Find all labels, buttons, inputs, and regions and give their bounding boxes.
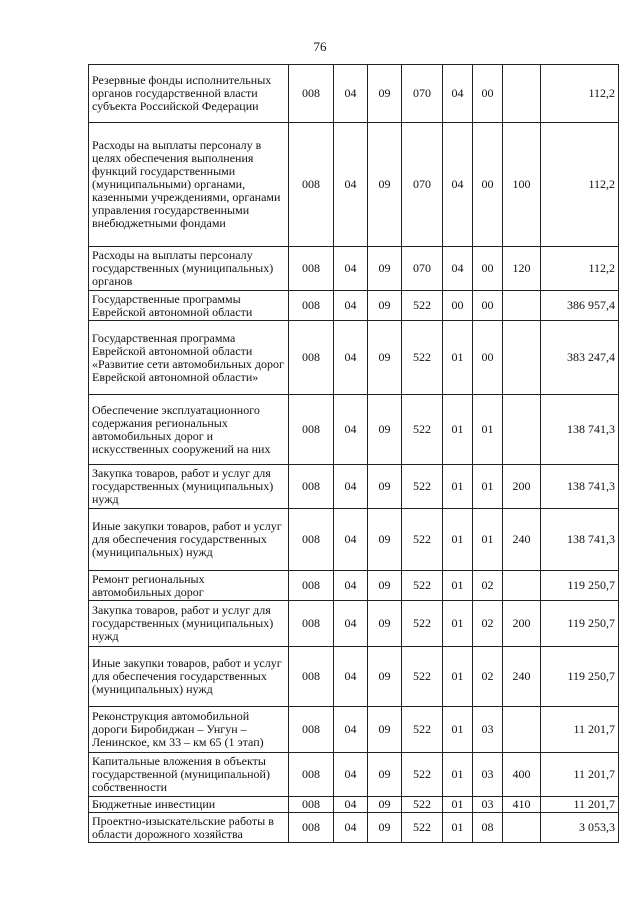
- target-article-code-3: 01: [473, 395, 503, 465]
- table-row: [89, 797, 619, 813]
- expense-type-code: [503, 571, 541, 601]
- target-article-code-2: 01: [443, 571, 473, 601]
- row-name: Закупка товаров, работ и услуг для государственных (муниципальных) нужд: [89, 601, 289, 647]
- subsection-code: 09: [368, 291, 402, 321]
- target-article-code-2: 01: [443, 647, 473, 707]
- table-row: [89, 321, 619, 395]
- row-name: Бюджетные инвестиции: [89, 797, 289, 813]
- target-article-code-2: 04: [443, 247, 473, 291]
- target-article-code-3: 01: [473, 509, 503, 571]
- target-article-code-1: 522: [402, 395, 443, 465]
- section-code: 04: [334, 65, 368, 123]
- subsection-code: 09: [368, 395, 402, 465]
- target-article-code-3: 02: [473, 647, 503, 707]
- subsection-code: 09: [368, 753, 402, 797]
- amount: 138 741,3: [541, 509, 619, 571]
- expense-type-code: 200: [503, 601, 541, 647]
- table-row: [89, 813, 619, 843]
- expense-type-code: 410: [503, 797, 541, 813]
- amount: 119 250,7: [541, 647, 619, 707]
- target-article-code-1: 522: [402, 465, 443, 509]
- subsection-code: 09: [368, 123, 402, 247]
- ministry-code: 008: [289, 571, 334, 601]
- target-article-code-3: 00: [473, 247, 503, 291]
- amount: 112,2: [541, 123, 619, 247]
- target-article-code-3: 03: [473, 753, 503, 797]
- subsection-code: 09: [368, 797, 402, 813]
- ministry-code: 008: [289, 647, 334, 707]
- target-article-code-2: 01: [443, 601, 473, 647]
- budget-table: [88, 64, 619, 843]
- target-article-code-2: 01: [443, 753, 473, 797]
- amount: 119 250,7: [541, 601, 619, 647]
- amount: 138 741,3: [541, 395, 619, 465]
- section-code: 04: [334, 123, 368, 247]
- target-article-code-1: 522: [402, 797, 443, 813]
- section-code: 04: [334, 321, 368, 395]
- subsection-code: 09: [368, 321, 402, 395]
- target-article-code-2: 01: [443, 509, 473, 571]
- target-article-code-1: 522: [402, 321, 443, 395]
- target-article-code-3: 02: [473, 571, 503, 601]
- subsection-code: 09: [368, 65, 402, 123]
- ministry-code: 008: [289, 797, 334, 813]
- row-name: Ремонт региональных автомобильных дорог: [89, 571, 289, 601]
- subsection-code: 09: [368, 647, 402, 707]
- target-article-code-3: 00: [473, 65, 503, 123]
- ministry-code: 008: [289, 395, 334, 465]
- subsection-code: 09: [368, 465, 402, 509]
- table-row: [89, 707, 619, 753]
- row-name: Государственная программа Еврейской автономной области «Развитие сети автомобильных дорог Еврейской автономной области»: [89, 321, 289, 395]
- expense-type-code: 100: [503, 123, 541, 247]
- section-code: 04: [334, 707, 368, 753]
- row-name: Резервные фонды исполнительных органов государственной власти субъекта Российской Федерации: [89, 65, 289, 123]
- row-name: Иные закупки товаров, работ и услуг для обеспечения государственных (муниципальных) нужд: [89, 647, 289, 707]
- subsection-code: 09: [368, 571, 402, 601]
- ministry-code: 008: [289, 291, 334, 321]
- target-article-code-1: 522: [402, 707, 443, 753]
- target-article-code-2: 04: [443, 65, 473, 123]
- target-article-code-2: 01: [443, 321, 473, 395]
- section-code: 04: [334, 797, 368, 813]
- subsection-code: 09: [368, 707, 402, 753]
- target-article-code-1: 522: [402, 647, 443, 707]
- amount: 3 053,3: [541, 813, 619, 843]
- target-article-code-3: 03: [473, 797, 503, 813]
- section-code: 04: [334, 601, 368, 647]
- table-row: [89, 291, 619, 321]
- ministry-code: 008: [289, 321, 334, 395]
- expense-type-code: 400: [503, 753, 541, 797]
- row-name: Закупка товаров, работ и услуг для государственных (муниципальных) нужд: [89, 465, 289, 509]
- expense-type-code: 120: [503, 247, 541, 291]
- section-code: 04: [334, 395, 368, 465]
- target-article-code-2: 01: [443, 813, 473, 843]
- expense-type-code: 200: [503, 465, 541, 509]
- expense-type-code: 240: [503, 647, 541, 707]
- row-name: Капитальные вложения в объекты государственной (муниципальной) собственности: [89, 753, 289, 797]
- subsection-code: 09: [368, 509, 402, 571]
- target-article-code-2: 04: [443, 123, 473, 247]
- table-row: [89, 65, 619, 123]
- table-row: [89, 571, 619, 601]
- target-article-code-2: 00: [443, 291, 473, 321]
- table-body: [89, 65, 619, 843]
- amount: 11 201,7: [541, 707, 619, 753]
- row-name: Обеспечение эксплуатационного содержания региональных автомобильных дорог и искусственных сооружений на них: [89, 395, 289, 465]
- target-article-code-1: 070: [402, 123, 443, 247]
- target-article-code-3: 01: [473, 465, 503, 509]
- target-article-code-3: 08: [473, 813, 503, 843]
- subsection-code: 09: [368, 601, 402, 647]
- target-article-code-3: 00: [473, 123, 503, 247]
- section-code: 04: [334, 571, 368, 601]
- target-article-code-1: 522: [402, 601, 443, 647]
- table-row: [89, 601, 619, 647]
- target-article-code-2: 01: [443, 465, 473, 509]
- table-row: [89, 395, 619, 465]
- target-article-code-2: 01: [443, 395, 473, 465]
- amount: 11 201,7: [541, 753, 619, 797]
- target-article-code-3: 00: [473, 291, 503, 321]
- table-row: [89, 123, 619, 247]
- section-code: 04: [334, 753, 368, 797]
- page-number: 76: [313, 39, 327, 54]
- target-article-code-3: 00: [473, 321, 503, 395]
- target-article-code-1: 522: [402, 509, 443, 571]
- row-name: Реконструкция автомобильной дороги Биробиджан – Унгун – Ленинское, км 33 – км 65 (1 этап): [89, 707, 289, 753]
- amount: 119 250,7: [541, 571, 619, 601]
- amount: 11 201,7: [541, 797, 619, 813]
- ministry-code: 008: [289, 601, 334, 647]
- section-code: 04: [334, 291, 368, 321]
- row-name: Проектно-изыскательские работы в области дорожного хозяйства: [89, 813, 289, 843]
- ministry-code: 008: [289, 509, 334, 571]
- expense-type-code: [503, 395, 541, 465]
- target-article-code-2: 01: [443, 707, 473, 753]
- section-code: 04: [334, 813, 368, 843]
- target-article-code-1: 070: [402, 247, 443, 291]
- section-code: 04: [334, 247, 368, 291]
- expense-type-code: [503, 291, 541, 321]
- row-name: Расходы на выплаты персоналу государственных (муниципальных) органов: [89, 247, 289, 291]
- subsection-code: 09: [368, 247, 402, 291]
- ministry-code: 008: [289, 465, 334, 509]
- target-article-code-1: 522: [402, 753, 443, 797]
- ministry-code: 008: [289, 247, 334, 291]
- expense-type-code: [503, 321, 541, 395]
- ministry-code: 008: [289, 753, 334, 797]
- table-row: [89, 465, 619, 509]
- section-code: 04: [334, 509, 368, 571]
- amount: 386 957,4: [541, 291, 619, 321]
- target-article-code-1: 070: [402, 65, 443, 123]
- table-row: [89, 247, 619, 291]
- table-row: [89, 647, 619, 707]
- ministry-code: 008: [289, 813, 334, 843]
- ministry-code: 008: [289, 123, 334, 247]
- target-article-code-1: 522: [402, 571, 443, 601]
- expense-type-code: [503, 813, 541, 843]
- ministry-code: 008: [289, 707, 334, 753]
- section-code: 04: [334, 465, 368, 509]
- target-article-code-3: 02: [473, 601, 503, 647]
- subsection-code: 09: [368, 813, 402, 843]
- amount: 138 741,3: [541, 465, 619, 509]
- target-article-code-1: 522: [402, 813, 443, 843]
- expense-type-code: [503, 65, 541, 123]
- ministry-code: 008: [289, 65, 334, 123]
- section-code: 04: [334, 647, 368, 707]
- row-name: Расходы на выплаты персоналу в целях обеспечения выполнения функций государственными (муниципальными) органами, казенными учреждениями, органами управления государственными внебюджетными фондами: [89, 123, 289, 247]
- row-name: Государственные программы Еврейской автономной области: [89, 291, 289, 321]
- expense-type-code: 240: [503, 509, 541, 571]
- table-row: [89, 509, 619, 571]
- expense-type-code: [503, 707, 541, 753]
- amount: 112,2: [541, 65, 619, 123]
- amount: 383 247,4: [541, 321, 619, 395]
- target-article-code-3: 03: [473, 707, 503, 753]
- amount: 112,2: [541, 247, 619, 291]
- row-name: Иные закупки товаров, работ и услуг для обеспечения государственных (муниципальных) нужд: [89, 509, 289, 571]
- target-article-code-2: 01: [443, 797, 473, 813]
- table-row: [89, 753, 619, 797]
- target-article-code-1: 522: [402, 291, 443, 321]
